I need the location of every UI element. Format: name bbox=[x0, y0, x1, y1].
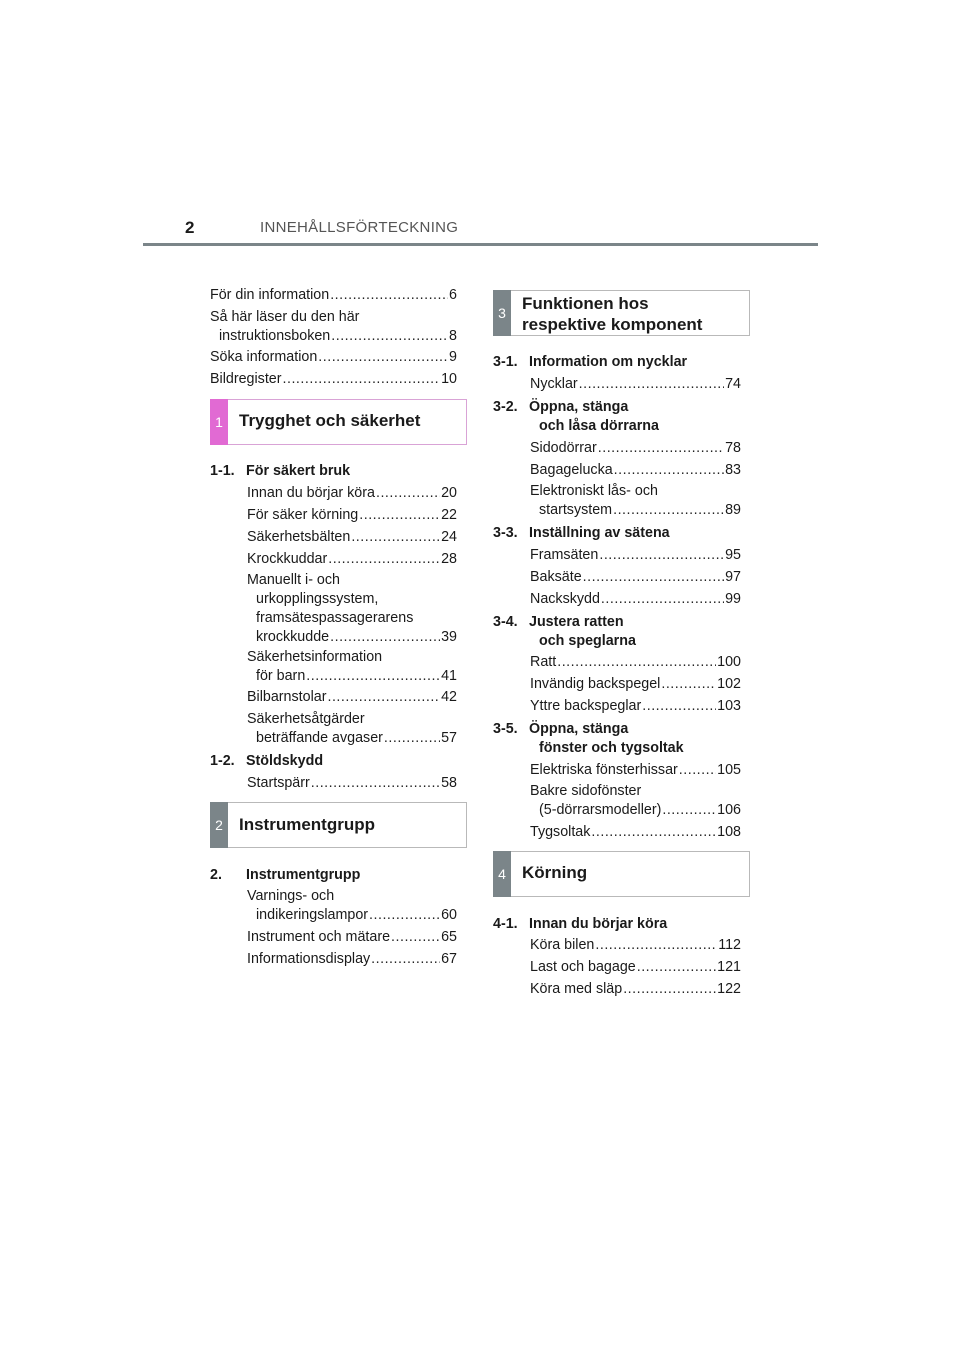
section-heading: 1-1. För säkert bruk bbox=[210, 463, 351, 479]
chapter-title: Instrumentgrupp bbox=[239, 815, 375, 834]
toc-entry[interactable]: Informationsdisplay ..... 67 bbox=[247, 950, 457, 969]
page-title: INNEHÅLLSFÖRTECKNING bbox=[260, 219, 459, 236]
toc-entry[interactable]: Innan du börjar köra ..... 20 bbox=[247, 484, 457, 503]
toc-entry[interactable]: Köra bilen ..... 112 bbox=[530, 936, 741, 955]
section-heading: 3-2. Öppna, stänga och låsa dörrarna bbox=[493, 399, 659, 434]
page-number: 2 bbox=[185, 218, 195, 237]
header-divider bbox=[143, 243, 818, 246]
chapter-4-header[interactable] bbox=[493, 851, 750, 897]
toc-entry[interactable]: Yttre backspeglar ..... 103 bbox=[530, 697, 741, 716]
toc-entry[interactable]: Bakre sidofönster (5-dörrarsmodeller) ..... 106 bbox=[530, 782, 741, 820]
section-heading: 4-1. Innan du börjar köra bbox=[493, 916, 668, 932]
page-header bbox=[0, 210, 960, 250]
toc-entry[interactable]: Nycklar ..... 74 bbox=[530, 375, 741, 394]
section-heading: 3-5. Öppna, stänga fönster och tygsoltak bbox=[493, 721, 684, 756]
chapter-title: Trygghet och säkerhet bbox=[239, 411, 421, 430]
toc-entry[interactable]: Elektriska fönsterhissar ..... 105 bbox=[530, 761, 741, 780]
toc-entry[interactable]: Söka information ..... 9 bbox=[210, 348, 457, 367]
toc-entry[interactable]: Bilbarnstolar ..... 42 bbox=[247, 688, 457, 707]
toc-entry[interactable]: För din information ..... 6 bbox=[210, 286, 457, 305]
toc-entry[interactable]: Bagagelucka ..... 83 bbox=[530, 461, 741, 480]
chapter-tab: 2 bbox=[210, 802, 228, 848]
toc-entry[interactable]: Baksäte ..... 97 bbox=[530, 568, 741, 587]
toc-entry[interactable]: Säkerhetsåtgärder beträffande avgaser ..... 57 bbox=[247, 710, 457, 748]
section-heading: 3-1. Information om nycklar bbox=[493, 354, 688, 370]
toc-entry[interactable]: Bildregister ..... 10 bbox=[210, 370, 457, 389]
toc-entry[interactable]: Säkerhetsbälten ..... 24 bbox=[247, 528, 457, 547]
toc-entry[interactable]: Startspärr ..... 58 bbox=[247, 774, 457, 793]
section-heading: 2. Instrumentgrupp bbox=[210, 867, 361, 883]
toc-entry[interactable]: Så här läser du den här instruktionsboken ..... 8 bbox=[210, 308, 457, 346]
toc-entry[interactable]: Manuellt i- och urkopplingssystem, framsätespassagerarens krockkudde ..... 39 bbox=[247, 571, 457, 647]
toc-entry[interactable]: Tygsoltak ..... 108 bbox=[530, 823, 741, 842]
chapter-2-header[interactable] bbox=[210, 802, 467, 848]
toc-entry[interactable]: Köra med släp ..... 122 bbox=[530, 980, 741, 999]
toc-entry[interactable]: Sidodörrar ..... 78 bbox=[530, 439, 741, 458]
toc-entry[interactable]: Nackskydd ..... 99 bbox=[530, 590, 741, 609]
toc-entry[interactable]: Elektroniskt lås- och startsystem ..... 89 bbox=[530, 482, 741, 520]
chapter-tab: 4 bbox=[493, 851, 511, 897]
chapter-tab: 3 bbox=[493, 290, 511, 336]
toc-entry[interactable]: Invändig backspegel ..... 102 bbox=[530, 675, 741, 694]
chapter-tab: 1 bbox=[210, 399, 228, 445]
toc-entry[interactable]: Krockkuddar ..... 28 bbox=[247, 550, 457, 569]
section-heading: 1-2. Stöldskydd bbox=[210, 753, 324, 769]
toc-entry[interactable]: Säkerhetsinformation för barn ..... 41 bbox=[247, 648, 457, 686]
section-heading: 3-3. Inställning av sätena bbox=[493, 525, 670, 541]
toc-entry[interactable]: Framsäten ..... 95 bbox=[530, 546, 741, 565]
section-heading: 3-4. Justera ratten och speglarna bbox=[493, 614, 636, 649]
toc-entry[interactable]: Ratt ..... 100 bbox=[530, 653, 741, 672]
toc-entry[interactable]: Varnings- och indikeringslampor ..... 60 bbox=[247, 887, 457, 925]
chapter-title: Funktionen hos respektive komponent bbox=[522, 294, 703, 334]
chapter-1-header[interactable] bbox=[210, 399, 467, 445]
chapter-title: Körning bbox=[522, 863, 588, 882]
toc-entry[interactable]: För säker körning ..... 22 bbox=[247, 506, 457, 525]
toc-entry[interactable]: Last och bagage ..... 121 bbox=[530, 958, 741, 977]
chapter-3-header[interactable] bbox=[493, 290, 750, 336]
toc-entry[interactable]: Instrument och mätare ..... 65 bbox=[247, 928, 457, 947]
